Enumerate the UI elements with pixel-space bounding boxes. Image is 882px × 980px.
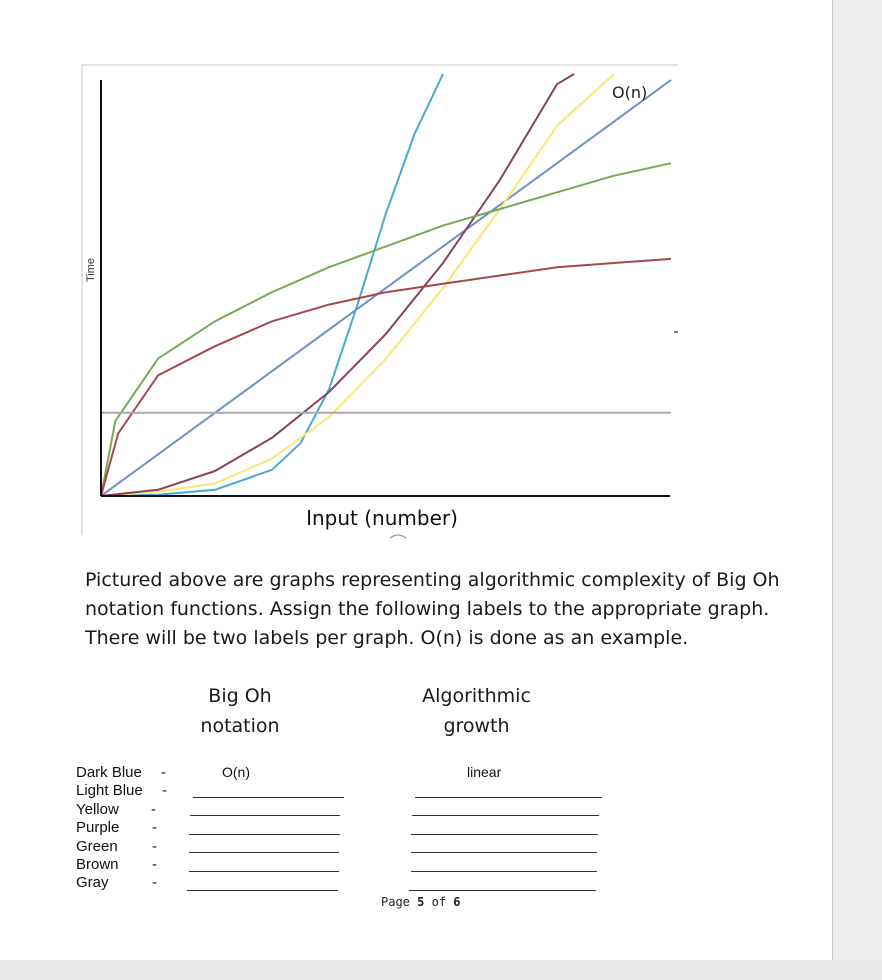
page-label: Page [381, 895, 410, 909]
growth-answer-blank[interactable] [411, 871, 597, 872]
small-arc-icon [390, 535, 406, 538]
page-number: 5 [417, 895, 425, 909]
bigoh-answer-blank[interactable] [190, 815, 340, 816]
bigoh-answer-blank[interactable] [189, 834, 340, 835]
growth-answer-blank[interactable] [415, 797, 602, 798]
color-name: Gray [76, 874, 109, 892]
o-n-annotation: O(n) [612, 83, 648, 102]
row-dash: - [152, 855, 157, 873]
row-dash: - [151, 800, 156, 818]
row-dash: - [161, 764, 166, 781]
growth-answer-blank[interactable] [409, 890, 596, 891]
color-name: Brown [76, 855, 119, 873]
example-bigoh-value: O(n) [222, 764, 250, 780]
bigoh-answer-blank[interactable] [187, 890, 338, 891]
color-name: Dark Blue [76, 764, 142, 781]
growth-answer-blank[interactable] [411, 852, 597, 853]
color-name: Purple [76, 819, 120, 837]
of-label: of [431, 895, 447, 909]
y-axis-label: Time [85, 257, 97, 283]
color-name: Light Blue [76, 782, 143, 800]
example-growth-value: linear [467, 764, 502, 780]
page-footer [381, 895, 461, 909]
growth-header-line1: Algorithmic [422, 685, 531, 707]
growth-answer-blank[interactable] [411, 834, 598, 835]
bigoh-header [180, 681, 300, 741]
growth-header [404, 681, 549, 741]
growth-header-line2: growth [443, 715, 510, 737]
chart-svg [60, 60, 700, 550]
growth-answer-blank[interactable] [412, 815, 599, 816]
viewer-bottom-bar [0, 960, 882, 980]
row-dash: - [152, 819, 157, 837]
bigoh-header-line2: notation [200, 715, 280, 737]
bigoh-answer-blank[interactable] [189, 871, 339, 872]
color-name: Yellow [76, 800, 119, 818]
color-name: Green [76, 837, 118, 855]
x-axis-label: Input (number) [306, 506, 458, 530]
complexity-chart [60, 60, 700, 550]
bigoh-header-line1: Big Oh [208, 685, 272, 707]
row-dash: - [152, 837, 157, 855]
bigoh-answer-blank[interactable] [189, 852, 339, 853]
chart-frame [82, 65, 678, 535]
row-dash: - [162, 782, 167, 800]
bigoh-answer-blank[interactable] [193, 797, 344, 798]
instructions-paragraph: Pictured above are graphs representing algorithmic complexity of Big Oh notation functions. Assign the following labels to the appropriate graph. There will be two labels per graph. O(n) is done as an example. [85, 569, 780, 649]
row-dash: - [152, 874, 157, 892]
page-total: 6 [453, 895, 461, 909]
